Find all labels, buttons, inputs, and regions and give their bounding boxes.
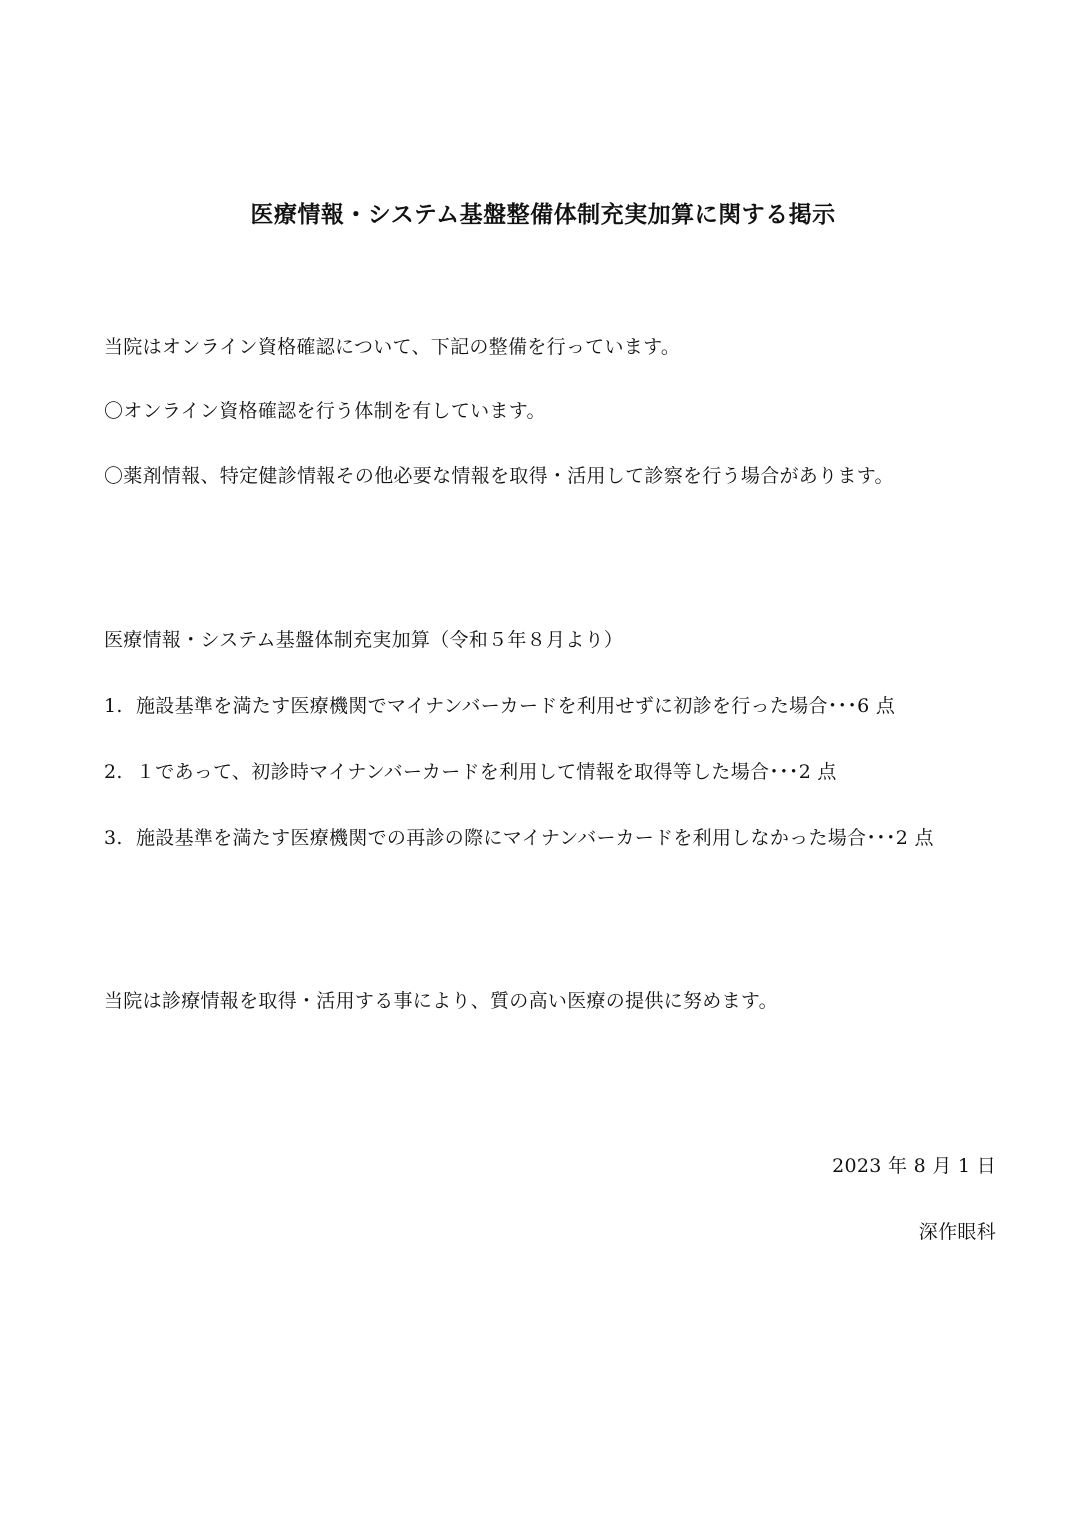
section-heading: 医療情報・システム基盤体制充実加算（令和５年８月より） <box>104 629 624 651</box>
bullet-online-verification: 〇オンライン資格確認を行う体制を有しています。 <box>104 400 546 422</box>
list-item <box>104 693 895 719</box>
bullet-information-usage: 〇薬剤情報、特定健診情報その他必要な情報を取得・活用して診察を行う場合があります。 <box>104 465 894 487</box>
list-item <box>104 759 837 785</box>
document-date: 2023 年 8 月 1 日 <box>832 1155 996 1177</box>
intro-text: 当院はオンライン資格確認について、下記の整備を行っています。 <box>104 336 681 358</box>
list-item <box>104 825 934 851</box>
clinic-name: 深作眼科 <box>918 1221 996 1243</box>
document-title: 医療情報・システム基盤整備体制充実加算に関する掲示 <box>250 202 836 228</box>
list-item-number: 3. <box>104 827 123 849</box>
list-item-text: 施設基準を満たす医療機関での再診の際にマイナンバーカードを利用しなかった場合･･･2 点 <box>136 827 934 849</box>
list-item-number: 1. <box>104 695 123 717</box>
list-item-text: 施設基準を満たす医療機関でマイナンバーカードを利用せずに初診を行った場合･･･6 点 <box>136 695 896 717</box>
list-item-number: 2. <box>104 761 123 783</box>
list-item-text: １であって、初診時マイナンバーカードを利用して情報を取得等した場合･･･2 点 <box>136 761 837 783</box>
closing-text: 当院は診療情報を取得・活用する事により、質の高い医療の提供に努めます。 <box>104 990 778 1012</box>
